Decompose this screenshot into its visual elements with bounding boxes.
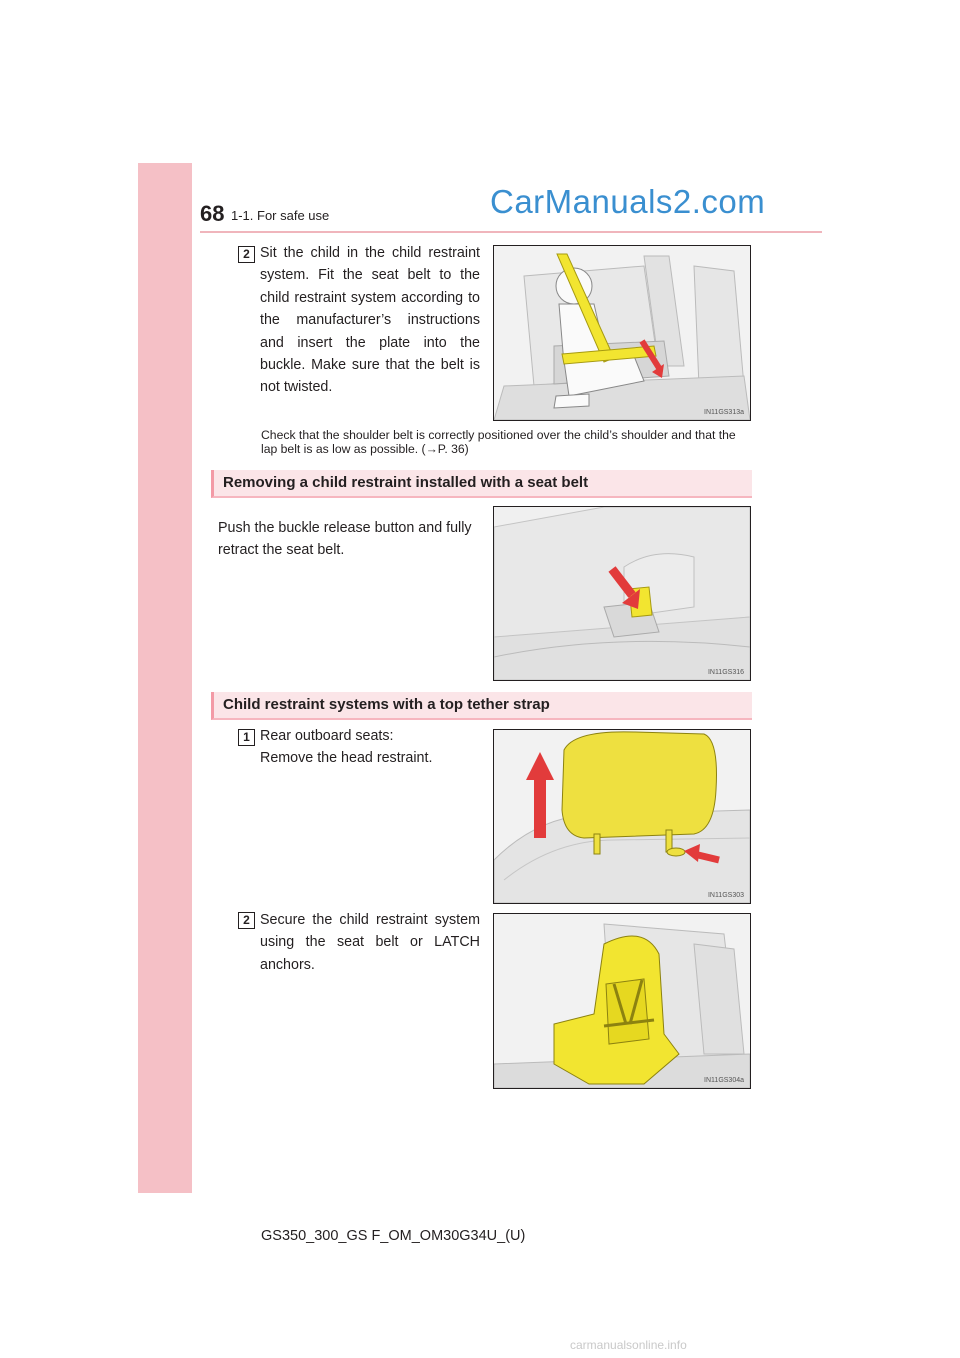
section-heading-top-tether [211,692,752,720]
footer-watermark[interactable]: carmanualsonline.info [570,1338,687,1352]
image-code: IN11GS304a [704,1077,744,1084]
illustration-child-booster-seat [493,245,751,421]
step-badge: 2 [238,912,255,929]
step-text: Sit the child in the child restraint system. Fit the seat belt to the child restraint system according to the manufacturer’s instructions and insert the plate into the buckle. Make sure that the belt is not twisted. [260,245,480,396]
chapter-sidebar-tab [138,163,192,1193]
image-code: IN11GS313a [704,409,744,416]
step-text-line: Remove the head restraint. [260,750,433,766]
section-heading-text: Child restraint systems with a top tether strap [223,696,550,713]
section-heading-removing [211,470,752,498]
step-text: Secure the child restraint system using the seat belt or LATCH anchors. [260,912,480,973]
page-number: 68 [200,201,225,226]
illustration-head-restraint-removal [493,729,751,904]
instruction-text: Push the buckle release button and fully retract the seat belt. [218,520,472,559]
image-code: IN11GS316 [707,669,744,676]
step-badge: 2 [238,246,255,263]
header-rule [200,231,822,233]
watermark-logo[interactable]: CarManuals2.com [490,183,766,220]
section-label: 1-1. For safe use [231,208,330,223]
illustration-child-seat-installed [493,913,751,1089]
image-code: IN11GS303 [707,892,744,899]
step-text-line: Rear outboard seats: [260,728,394,744]
illustration-buckle-release [493,506,751,681]
section-heading-text: Removing a child restraint installed with a seat belt [223,474,589,491]
footer-document-code: GS350_300_GS F_OM_OM30G34U_(U) [261,1228,526,1244]
step-badge: 1 [238,729,255,746]
note-text: Check that the shoulder belt is correctly positioned over the child’s shoulder and that the lap belt is as low as possible. (→P. 36) [261,428,736,456]
